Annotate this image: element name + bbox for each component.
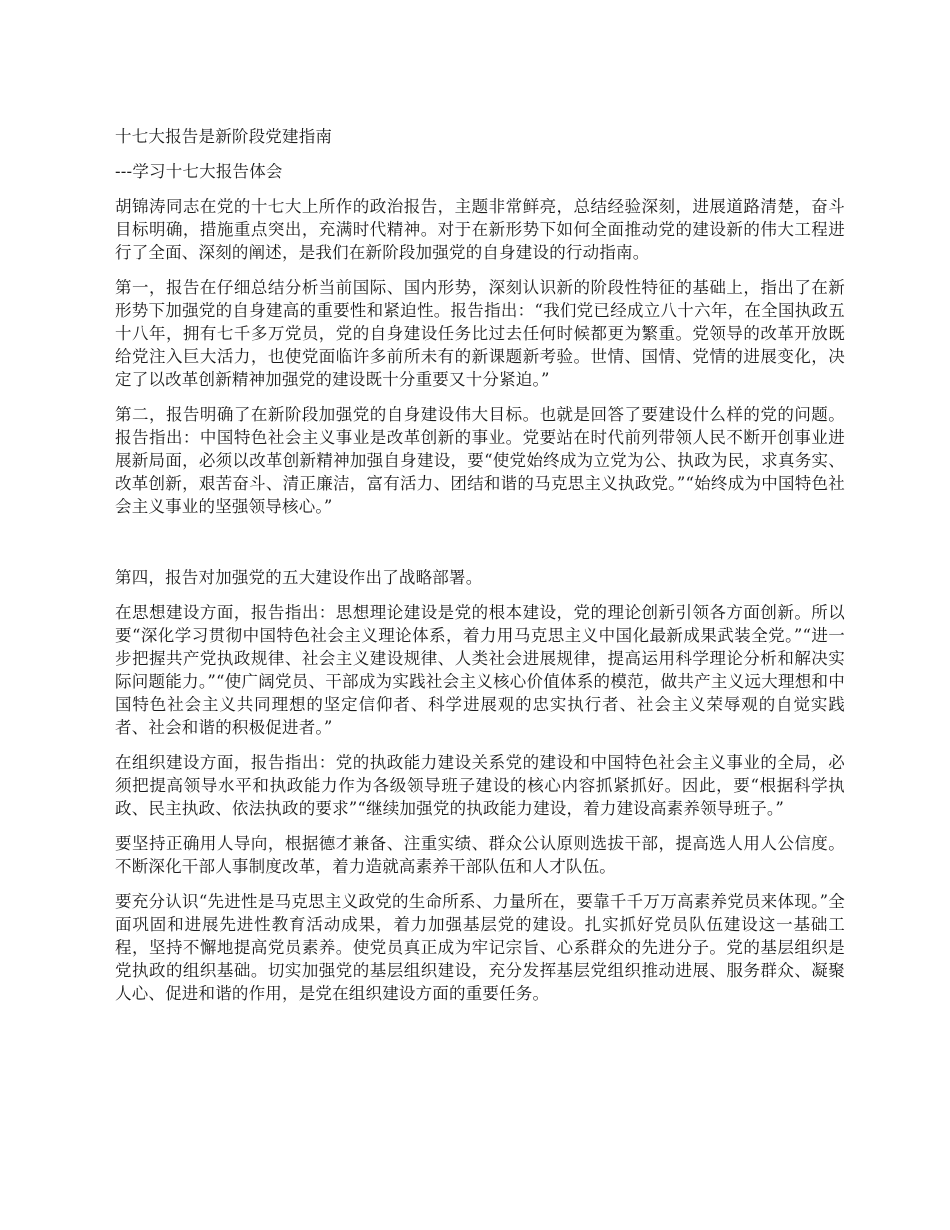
document-title: 十七大报告是新阶段党建指南	[115, 127, 333, 146]
paragraph-first-point: 第一，报告在仔细总结分析当前国际、国内形势，深刻认识新的阶段性特征的基础上，指出了在新形势下加强党的自身建高的重要性和紧迫性。报告指出：“我们党已经成立八十六年，在全国执政五十八年，拥有七千多万党员，党的自身建设任务比过去任何时候都更为繁重。党领导的改革开放既给党注入巨大活力，也使党面临许多前所未有的新课题新考验。世情、国情、党情的进展变化，决定了以改革创新精神加强党的建设既十分重要又十分紧迫。”	[115, 278, 845, 389]
paragraph-ideological-building: 在思想建设方面，报告指出：思想理论建设是党的根本建设，党的理论创新引领各方面创新。所以要“深化学习贯彻中国特色社会主义理论体系，着力用马克思主义中国化最新成果武装全党。”“进一步把握共产党执政规律、社会主义建设规律、人类社会进展规律，提高运用科学理论分析和解决实际问题能力。”“使广阔党员、干部成为实践社会主义核心价值体系的模范，做共产主义远大理想和中国特色社会主义共同理想的坚定信仰者、科学进展观的忠实执行者、社会主义荣辱观的自觉实践者、社会和谐的积极促进者。”	[115, 603, 845, 737]
paragraph-organizational-building: 在组织建设方面，报告指出：党的执政能力建设关系党的建设和中国特色社会主义事业的全局，必须把提高领导水平和执政能力作为各级领导班子建设的核心内容抓紧抓好。因此，要“根据科学执政、民主执政、依法执政的要求”“继续加强党的执政能力建设，着力建设高素养领导班子。”	[115, 753, 845, 818]
blank-gap	[115, 530, 845, 566]
document-page	[115, 125, 845, 1017]
document-subtitle: ---学习十七大报告体会	[115, 162, 283, 181]
paragraph-personnel-guidance: 要坚持正确用人导向，根据德才兼备、注重实绩、群众公认原则选拔干部，提高选人用人公信度。不断深化干部人事制度改革，着力造就高素养干部队伍和人才队伍。	[115, 834, 845, 876]
paragraph-second-point: 第二，报告明确了在新阶段加强党的自身建设伟大目标。也就是回答了要建设什么样的党的问题。报告指出：中国特色社会主义事业是改革创新的事业。党要站在时代前列带领人民不断开创事业进展新局面，必须以改革创新精神加强自身建设，要“使党始终成为立党为公、执政为民，求真务实、改革创新，艰苦奋斗、清正廉洁，富有活力、团结和谐的马克思主义执政党。”“始终成为中国特色社会主义事业的坚强领导核心。”	[115, 405, 845, 516]
paragraph-fourth-point: 第四，报告对加强党的五大建设作出了战略部署。	[115, 568, 483, 587]
paragraph-party-member-advancement: 要充分认识“先进性是马克思主义政党的生命所系、力量所在，要靠千千万万高素养党员来体现。”全面巩固和进展先进性教育活动成果，着力加强基层党的建设。扎实抓好党员队伍建设这一基础工程，坚持不懈地提高党员素养。使党员真正成为牢记宗旨、心系群众的先进分子。党的基层组织是党执政的组织基础。切实加强党的基层组织建设，充分发挥基层党组织推动进展、服务群众、凝聚人心、促进和谐的作用，是党在组织建设方面的重要任务。	[115, 892, 845, 1003]
paragraph-intro: 胡锦涛同志在党的十七大上所作的政治报告，主题非常鲜亮，总结经验深刻，进展道路清楚，奋斗目标明确，措施重点突出，充满时代精神。对于在新形势下如何全面推动党的建设新的伟大工程进行了全面、深刻的阐述，是我们在新阶段加强党的自身建设的行动指南。	[115, 197, 845, 262]
